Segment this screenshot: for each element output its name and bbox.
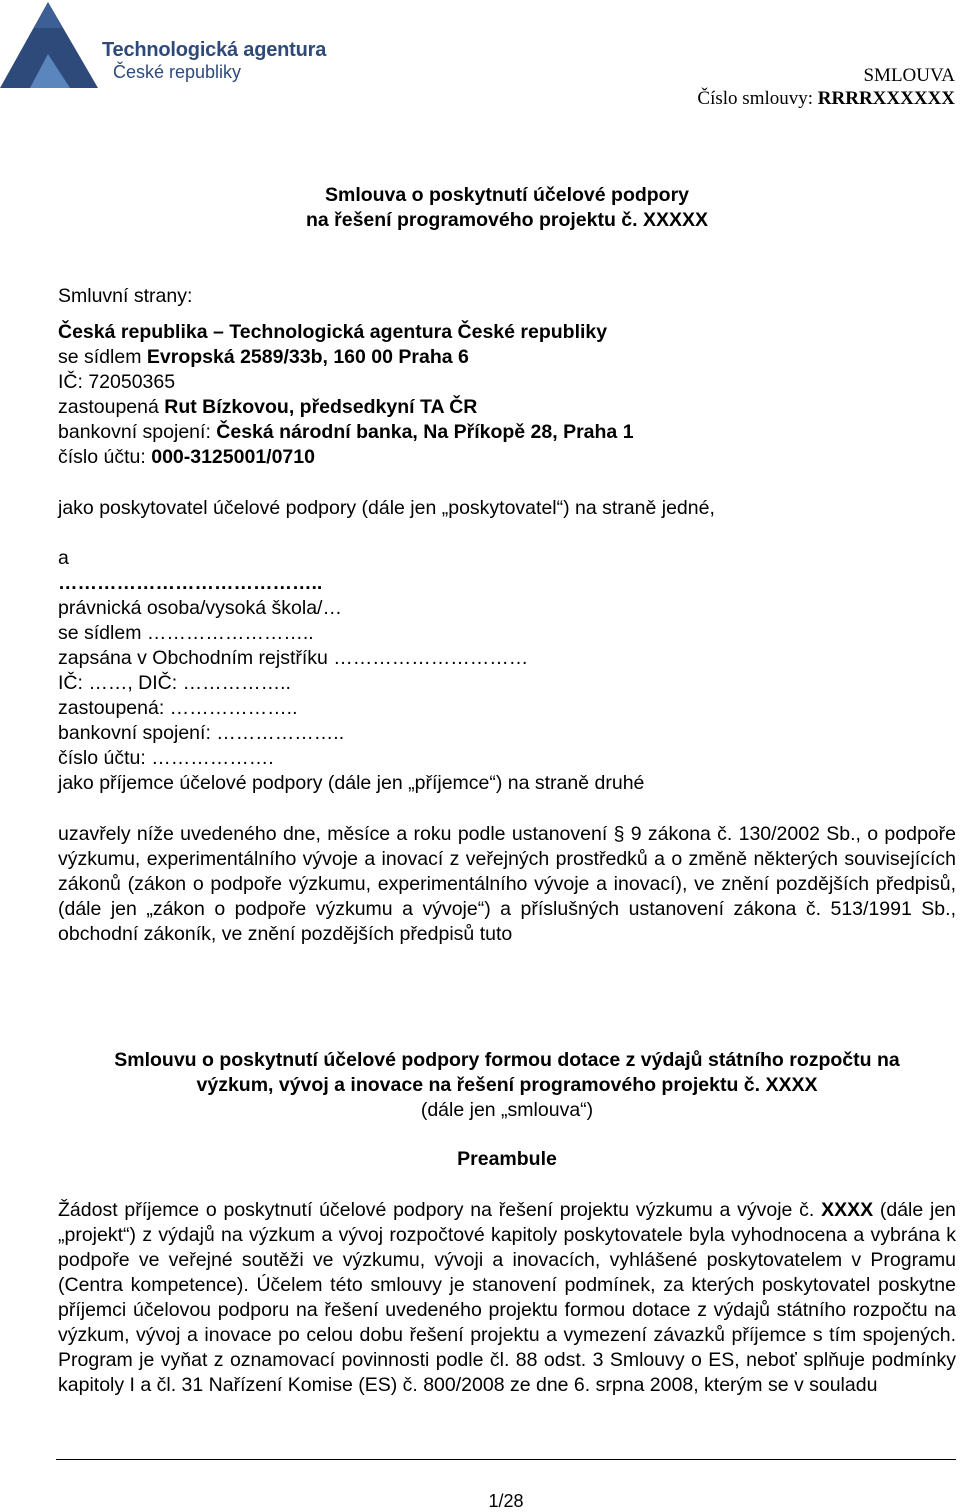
contract-title-line1: Smlouvu o poskytnutí účelové podpory formou dotace z výdajů státního rozpočtu na — [114, 1049, 900, 1071]
and-word: a — [58, 547, 69, 569]
provider-bank: bankovní spojení: Česká národní banka, Na Příkopě 28, Praha 1 — [58, 421, 634, 443]
provider-representative: zastoupená Rut Bízkovou, předsedkyní TA ČR — [58, 396, 478, 418]
document-title — [58, 183, 956, 233]
agency-logo — [0, 0, 327, 92]
recipient-name: ………………………………….. — [58, 572, 323, 594]
preamble-heading: Preambule — [457, 1148, 557, 1170]
contract-title-line2: výzkum, vývoj a inovace na řešení programového projektu č. XXXX — [196, 1074, 818, 1096]
preamble-text-start: Žádost příjemce o poskytnutí účelové podpory na řešení projektu výzkumu a vývoje č. — [58, 1199, 815, 1221]
provider-name: Česká republika – Technologická agentura České republiky — [58, 321, 608, 343]
provider-seat: se sídlem Evropská 2589/33b, 160 00 Praha 6 — [58, 346, 469, 368]
page-number: 1/28 — [488, 1491, 524, 1511]
logo-text-line2: České republiky — [113, 62, 242, 82]
provider-role: jako poskytovatel účelové podpory (dále jen „poskytovatel“) na straně jedné, — [58, 497, 715, 519]
recipient-role: jako příjemce účelové podpory (dále jen „příjemce“) na straně druhé — [58, 772, 645, 794]
logo-text-line1: Technologická agentura — [102, 39, 327, 61]
recipient-type: právnická osoba/vysoká škola/… — [58, 597, 342, 619]
recipient-representative: zastoupená: ……………….. — [58, 697, 298, 719]
contract-number-label: Číslo smlouvy: — [697, 88, 814, 109]
recipient-register: zapsána v Obchodním rejstříku ………………………… — [58, 647, 529, 669]
provider-block — [58, 320, 956, 470]
logo-triangle-icon — [0, 0, 102, 92]
preamble-project-code: XXXX — [821, 1199, 874, 1221]
recipient-bank: bankovní spojení: ……………….. — [58, 722, 345, 744]
recipient-ic-dic: IČ: ……, DIČ: …………….. — [58, 672, 291, 694]
agreement-paragraph: uzavřely níže uvedeného dne, měsíce a roku podle ustanovení § 9 zákona č. 130/2002 Sb., o podpoře výzkumu, experimentálního vývoje a inovací z veřejných prostředků a o změně některých souvisejících zákonů (zákon o podpoře výzkumu, experimentálního vývoje a inovací), ve znění pozdějších předpisů, (dále jen „zákon o podpoře výzkumu a vývoje“) a příslušných ustanovení zákona č. 513/1991 Sb., obchodní zákoník, ve znění pozdějších předpisů tuto — [58, 823, 956, 945]
recipient-seat: se sídlem …………………….. — [58, 622, 314, 644]
contract-title — [58, 1048, 956, 1123]
provider-account: číslo účtu: 000-3125001/0710 — [58, 446, 315, 468]
footer-divider — [56, 1459, 956, 1460]
recipient-account: číslo účtu: ………………. — [58, 747, 274, 769]
doc-type: SMLOUVA — [863, 65, 955, 86]
preamble-paragraph — [58, 1198, 956, 1398]
parties-label: Smluvní strany: — [58, 285, 193, 307]
recipient-block — [58, 571, 956, 796]
title-line2: na řešení programového projektu č. XXXXX — [305, 209, 709, 231]
contract-title-line3: (dále jen „smlouva“) — [420, 1099, 594, 1121]
contract-number-line — [697, 87, 955, 110]
contract-number: RRRRXXXXXX — [817, 88, 955, 109]
provider-ic: IČ: 72050365 — [58, 371, 176, 393]
title-line1: Smlouva o poskytnutí účelové podpory — [324, 184, 690, 206]
document-header — [697, 64, 955, 110]
preamble-text-rest: (dále jen „projekt“) z výdajů na výzkum a vývoj rozpočtové kapitoly poskytovatele byla vyhodnocena a vybrána k podpoře ve veřejné soutěži ve výzkumu, vývoji a inovacích, vyhlášené poskytovatelem v Programu (Centra kompetence). Účelem této smlouvy je stanovení podmínek, za kterých poskytovatel poskytne příjemci účelovou podporu na řešení uvedeného projektu formou dotace z výdajů státního rozpočtu na výzkum, vývoj a inovace po celou dobu řešení projektu a vymezení závazků příjemce s tím spojených. Program je vyňat z oznamovací povinnosti podle čl. 88 odst. 3 Smlouvy o ES, neboť splňuje podmínky kapitoly I a čl. 31 Nařízení Komise (ES) č. 800/2008 ze dne 6. srpna 2008, kterým se v souladu — [58, 1199, 957, 1396]
